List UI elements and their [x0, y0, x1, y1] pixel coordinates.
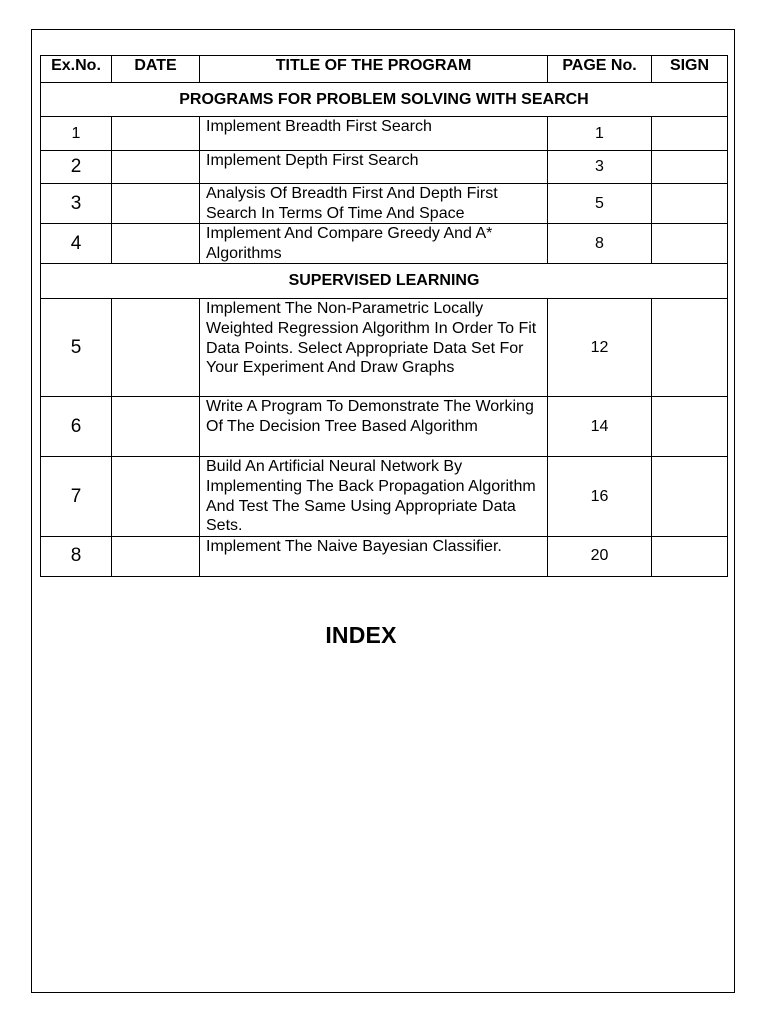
page-number: 20 — [548, 536, 652, 576]
index-table — [40, 55, 728, 577]
section-heading-row — [41, 83, 728, 117]
header-ex-no: Ex.No. — [41, 56, 112, 83]
date-cell — [112, 117, 200, 151]
program-title: Implement Depth First Search — [200, 151, 548, 184]
exercise-number: 1 — [41, 117, 112, 151]
page-number: 16 — [548, 457, 652, 536]
exercise-number: 2 — [41, 151, 112, 184]
sign-cell — [652, 224, 728, 264]
table-row — [41, 536, 728, 576]
exercise-number: 8 — [41, 536, 112, 576]
date-cell — [112, 536, 200, 576]
page-number: 14 — [548, 397, 652, 457]
page-number: 5 — [548, 184, 652, 224]
sign-cell — [652, 536, 728, 576]
header-title: TITLE OF THE PROGRAM — [200, 56, 548, 83]
date-cell — [112, 184, 200, 224]
table-row — [41, 457, 728, 536]
program-title: Implement The Non-Parametric Locally Weighted Regression Algorithm In Order To Fit Data Points. Select Appropriate Data Set For Your Experiment And Draw Graphs — [200, 299, 548, 397]
date-cell — [112, 299, 200, 397]
exercise-number: 6 — [41, 397, 112, 457]
page-number: 3 — [548, 151, 652, 184]
program-title: Build An Artificial Neural Network By Implementing The Back Propagation Algorithm And Test The Same Using Appropriate Data Sets. — [200, 457, 548, 536]
header-sign: SIGN — [652, 56, 728, 83]
exercise-number: 3 — [41, 184, 112, 224]
header-date: DATE — [112, 56, 200, 83]
header-page-no: PAGE No. — [548, 56, 652, 83]
date-cell — [112, 224, 200, 264]
table-row — [41, 224, 728, 264]
table-row — [41, 184, 728, 224]
section-heading-row — [41, 264, 728, 299]
program-title: Analysis Of Breadth First And Depth First Search In Terms Of Time And Space — [200, 184, 548, 224]
exercise-number: 4 — [41, 224, 112, 264]
sign-cell — [652, 397, 728, 457]
index-title: INDEX — [325, 622, 397, 648]
page-number: 1 — [548, 117, 652, 151]
program-title: Implement The Naive Bayesian Classifier. — [200, 536, 548, 576]
program-title: Write A Program To Demonstrate The Working Of The Decision Tree Based Algorithm — [200, 397, 548, 457]
sign-cell — [652, 457, 728, 536]
sign-cell — [652, 299, 728, 397]
table-row — [41, 151, 728, 184]
date-cell — [112, 397, 200, 457]
page-number: 12 — [548, 299, 652, 397]
sign-cell — [652, 151, 728, 184]
program-title: Implement And Compare Greedy And A* Algorithms — [200, 224, 548, 264]
section-heading: SUPERVISED LEARNING — [41, 264, 728, 299]
table-row — [41, 117, 728, 151]
exercise-number: 5 — [41, 299, 112, 397]
date-cell — [112, 457, 200, 536]
section-heading: PROGRAMS FOR PROBLEM SOLVING WITH SEARCH — [41, 83, 728, 117]
table-row — [41, 299, 728, 397]
table-row — [41, 397, 728, 457]
program-title: Implement Breadth First Search — [200, 117, 548, 151]
sign-cell — [652, 184, 728, 224]
sign-cell — [652, 117, 728, 151]
page-number: 8 — [548, 224, 652, 264]
header-row — [41, 56, 728, 83]
date-cell — [112, 151, 200, 184]
exercise-number: 7 — [41, 457, 112, 536]
